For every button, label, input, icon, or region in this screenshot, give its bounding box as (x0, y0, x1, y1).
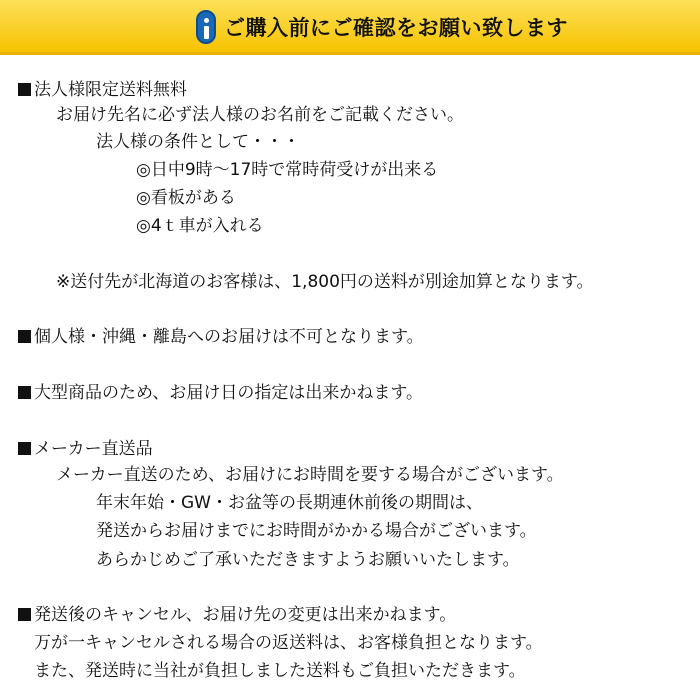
square-bullet-icon (18, 386, 31, 399)
large-item-heading-text: 大型商品のため、お届け日の指定は出来かねます。 (34, 383, 423, 403)
corporate-conditions-intro: 法人様の条件として・・・ (96, 132, 300, 152)
corporate-heading (18, 79, 187, 101)
banner-title: ご購入前にご確認をお願い致します (224, 16, 568, 40)
maker-line-2: 年末年始・GW・お盆等の長期連休前後の期間は、 (96, 493, 483, 513)
cancel-heading (18, 604, 456, 626)
square-bullet-icon (18, 442, 31, 455)
maker-line-1: メーカー直送のため、お届けにお時間を要する場合がございます。 (56, 465, 564, 485)
maker-line-3: 発送からお届けまでにお時間がかかる場合がございます。 (96, 521, 537, 541)
square-bullet-icon (18, 83, 31, 96)
condition-2: ◎看板がある (136, 188, 236, 208)
square-bullet-icon (18, 330, 31, 343)
cancel-line-2: また、発送時に当社が負担しました送料もご負担いただきます。 (34, 661, 526, 681)
individual-heading (18, 326, 424, 348)
square-bullet-icon (18, 608, 31, 621)
large-item-heading (18, 382, 423, 404)
maker-line-4: あらかじめご了承いただきますようお願いいたします。 (96, 550, 520, 570)
condition-1: ◎日中9時～17時で常時荷受けが出来る (136, 160, 439, 180)
corporate-line-1: お届け先名に必ず法人様のお名前をご記載ください。 (56, 105, 464, 125)
maker-heading (18, 438, 153, 460)
individual-heading-text: 個人様・沖縄・離島へのお届けは不可となります。 (34, 327, 424, 347)
cancel-line-1: 万が一キャンセルされる場合の返送料は、お客様負担となります。 (34, 633, 543, 653)
hokkaido-note: ※送付先が北海道のお客様は、1,800円の送料が別途加算となります。 (56, 272, 594, 292)
maker-heading-text: メーカー直送品 (34, 439, 153, 459)
corporate-heading-text: 法人様限定送料無料 (34, 80, 187, 100)
condition-3: ◎4ｔ車が入れる (136, 216, 264, 236)
cancel-heading-text: 発送後のキャンセル、お届け先の変更は出来かねます。 (34, 605, 457, 625)
